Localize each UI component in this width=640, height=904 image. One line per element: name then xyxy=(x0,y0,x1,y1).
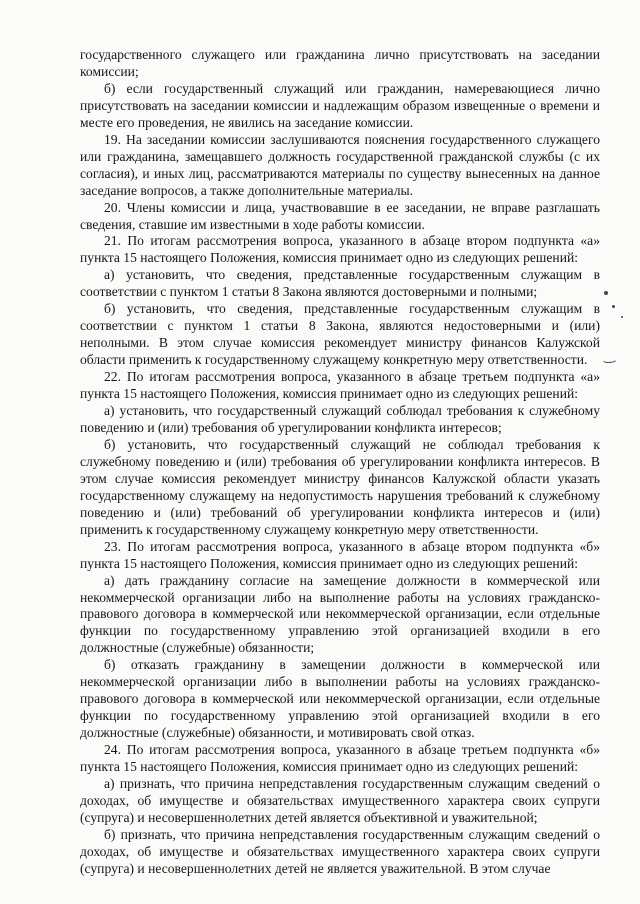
paragraph-21-a: а) установить, что сведения, представленные государственным служащим в соответствии с пунктом 1 статьи 8 Закона являются достоверными и полными; xyxy=(80,267,600,300)
scan-speck xyxy=(612,305,615,308)
paragraph-21-b: б) установить, что сведения, представленные государственным служащим в соответствии с пунктом 1 статьи 8 Закона, являются недостоверными и (или) неполными. В этом случае комиссия рекомендует министру финансов Калужской области применить к государственному служащему конкретную меру ответственности. xyxy=(80,301,600,368)
paragraph-20: 20. Члены комиссии и лица, участвовавшие в ее заседании, не вправе разглашать сведения, ставшие им известными в ходе работы комиссии. xyxy=(80,199,600,232)
paragraph-commission-attendance-end: государственного служащего или гражданина лично присутствовать на заседании комиссии; xyxy=(80,47,600,79)
scan-speck xyxy=(604,291,608,295)
paragraph-22: 22. По итогам рассмотрения вопроса, указанного в абзаце третьем подпункта «а» пункта 15 настоящего Положения, комиссия принимает одно из следующих решений: xyxy=(80,369,600,402)
scan-mark xyxy=(602,355,618,363)
paragraph-22-b: б) установить, что государственный служащий не соблюдал требования к служебному поведению и (или) требования об урегулировании конфликта интересов. В этом случае комиссия рекомендует министру финансов Калужской области указать государственному служащему на недопустимость нарушения требований к служебному поведению и (или) требований об урегулировании конфликта интересов и (или) применить к государственному служащему конкретную меру ответственности. xyxy=(80,436,600,537)
paragraph-23-b: б) отказать гражданину в замещении должности в коммерческой или некоммерческой организации либо в выполнении работы на условиях гражданско-правового договора в коммерческой или некоммерческой организации, если отдельные функции по государственному управлению этой организацией входили в его должностные (служебные) обязанности, и мотивировать свой отказ. xyxy=(80,657,600,741)
document-body xyxy=(80,47,600,878)
scan-speck xyxy=(621,316,623,318)
paragraph-22-a: а) установить, что государственный служащий соблюдал требования к служебному поведению и (или) требования об урегулировании конфликта интересов; xyxy=(80,403,600,435)
paragraph-19: 19. На заседании комиссии заслушиваются пояснения государственного служащего или гражданина, замещавшего должность государственной гражданской службы (с их согласия), и иных лиц, рассматриваются материалы по существу вынесенных на данное заседание вопросов, а также дополнительные материалы. xyxy=(80,131,600,198)
paragraph-24: 24. По итогам рассмотрения вопроса, указанного в абзаце третьем подпункта «б» пункта 15 настоящего Положения, комиссия принимает одно из следующих решений: xyxy=(80,742,600,775)
paragraph-21: 21. По итогам рассмотрения вопроса, указанного в абзаце втором подпункта «а» пункта 15 настоящего Положения, комиссия принимает одно из следующих решений: xyxy=(80,233,600,266)
paragraph-23-a: а) дать гражданину согласие на замещение должности в коммерческой или некоммерческой организации либо на выполнение работы на условиях гражданско-правового договора в коммерческой или некоммерческой организации, если отдельные функции по государственному управлению этой организацией входили в его должностные (служебные) обязанности; xyxy=(80,572,600,656)
paragraph-b-no-show: б) если государственный служащий или гражданин, намеревающиеся лично присутствовать на заседании комиссии и надлежащим образом извещенные о времени и месте его проведения, не явились на заседание комиссии. xyxy=(80,80,600,130)
paragraph-24-b: б) признать, что причина непредставления государственным служащим сведений о доходах, об имуществе и обязательствах имущественного характера своих супруги (супруга) и несовершеннолетних детей не является уважительной. В этом случае xyxy=(80,826,600,876)
paragraph-23: 23. По итогам рассмотрения вопроса, указанного в абзаце втором подпункта «б» пункта 15 настоящего Положения, комиссия принимает одно из следующих решений: xyxy=(80,538,600,571)
paragraph-24-a: а) признать, что причина непредставления государственным служащим сведений о доходах, об имуществе и обязательствах имущественного характера своих супруги (супруга) и несовершеннолетних детей является объективной и уважительной; xyxy=(80,775,600,825)
